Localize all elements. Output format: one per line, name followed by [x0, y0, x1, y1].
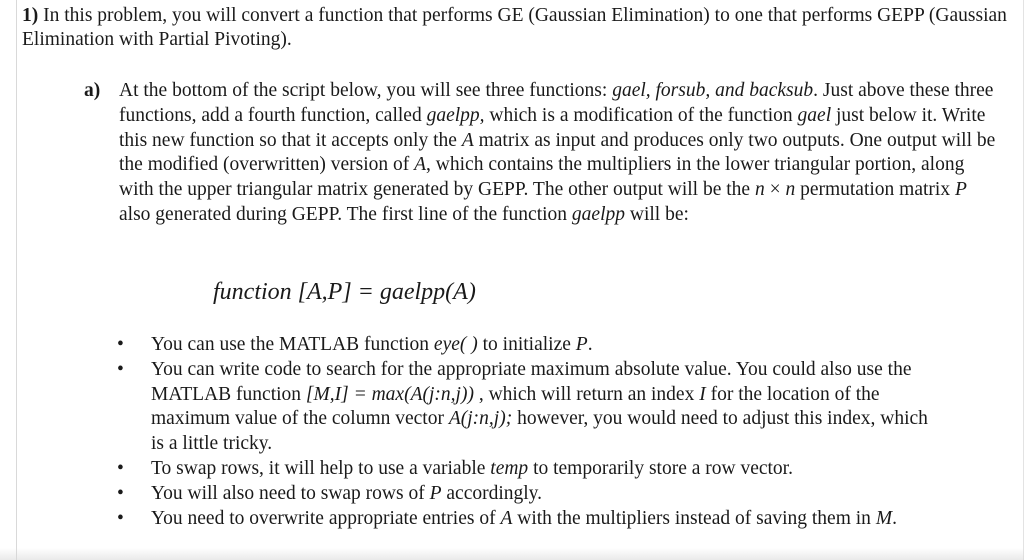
variable-i: I: [699, 383, 706, 405]
text-run: .: [892, 507, 897, 529]
text-run: accordingly.: [441, 482, 543, 504]
text-run: permutation matrix: [795, 179, 955, 201]
text-run: .: [587, 334, 593, 355]
text-run: . Just above these three functions, add a fourth function, called: [119, 80, 994, 126]
bullet-icon: •: [117, 334, 124, 355]
code-eye: eye( ): [433, 334, 478, 355]
problem-number: 1): [22, 5, 39, 26]
text-run: to initialize: [477, 334, 576, 355]
text-run: , which will return an index: [473, 383, 700, 405]
function-names: gael, forsub, and backsub: [612, 80, 814, 101]
problem-1-statement: [22, 4, 1012, 52]
text-run: , which contains the multipliers in the lower triangular portion, along with the upper triangular matrix generated by GEPP. The other output will be the: [119, 154, 965, 201]
function-name-gaelpp: gaelpp: [571, 203, 625, 225]
bullet-text: [151, 358, 941, 457]
text-run: You can write code to search for the appropriate maximum absolute value. You could also use the MATLAB function: [151, 358, 912, 405]
matrix-symbol-p: P: [575, 334, 588, 355]
matrix-symbol-a: A: [500, 507, 513, 529]
variable-temp: temp: [490, 457, 529, 479]
matrix-symbol-a: A: [461, 129, 474, 151]
part-a-text: [119, 79, 999, 228]
part-a-label: a): [84, 80, 101, 101]
bullet-icon: •: [117, 482, 124, 504]
bullet-text: [151, 457, 941, 482]
text-run: which is a modification of the function: [484, 104, 798, 126]
text-run: matrix as input and produces only two outputs. One output will be the modified (overwritten) version of: [119, 129, 996, 176]
list-item: [0, 507, 1024, 532]
function-signature: function [A,P] = gaelpp(A): [213, 279, 476, 305]
times-symbol: ×: [764, 179, 786, 201]
code-max: [M,I] = max(A(j:n,j)): [305, 383, 474, 405]
function-name-gaelpp: gaelpp,: [426, 104, 485, 126]
matrix-symbol-a: A: [414, 154, 427, 176]
list-item: [0, 482, 1024, 507]
matrix-symbol-m: M: [875, 507, 893, 529]
bullet-text: [151, 482, 941, 507]
matrix-symbol-p: P: [429, 482, 442, 504]
bottom-shadow: [0, 548, 1024, 560]
text-run: will be:: [625, 203, 689, 225]
text-run: To swap rows, it will help to use a variable: [151, 457, 491, 479]
bullet-text: [151, 507, 941, 532]
list-item: [0, 358, 1024, 457]
text-run: with the multipliers instead of saving them in: [512, 507, 876, 529]
variable-n: n: [754, 179, 765, 201]
text-run: You will also need to swap rows of: [151, 482, 430, 504]
bullet-icon: •: [117, 457, 124, 479]
matrix-symbol-p: P: [954, 179, 967, 201]
list-item: [0, 457, 1024, 482]
bullet-text: [151, 333, 941, 358]
problem-intro: In this problem, you will convert a function that performs GE (Gaussian Elimination) to one that performs GEPP (Gaussian Elimination with Partial Pivoting).: [22, 5, 1007, 50]
text-run: to temporarily store a row vector.: [528, 457, 793, 479]
function-name-gael: gael: [797, 104, 832, 126]
text-run: just below it. Write this new function so that it accepts only the: [119, 104, 986, 151]
text-run: You need to overwrite appropriate entries of: [151, 507, 501, 529]
text-run: also generated during GEPP. The first line of the function: [119, 203, 572, 225]
text-run: You can use the MATLAB function: [151, 334, 434, 355]
code-column-vector: A(j:n,j);: [448, 408, 513, 430]
bullet-icon: •: [117, 507, 124, 529]
list-item: [0, 333, 1024, 358]
variable-n: n: [785, 179, 796, 201]
text-run: however, you would need to adjust this index, which is a little tricky.: [151, 408, 928, 455]
hint-list: [0, 333, 1024, 531]
text-run: for the location of the maximum value of the column vector: [151, 383, 880, 430]
bullet-icon: •: [117, 358, 124, 380]
text-run: At the bottom of the script below, you will see three functions:: [119, 80, 613, 101]
